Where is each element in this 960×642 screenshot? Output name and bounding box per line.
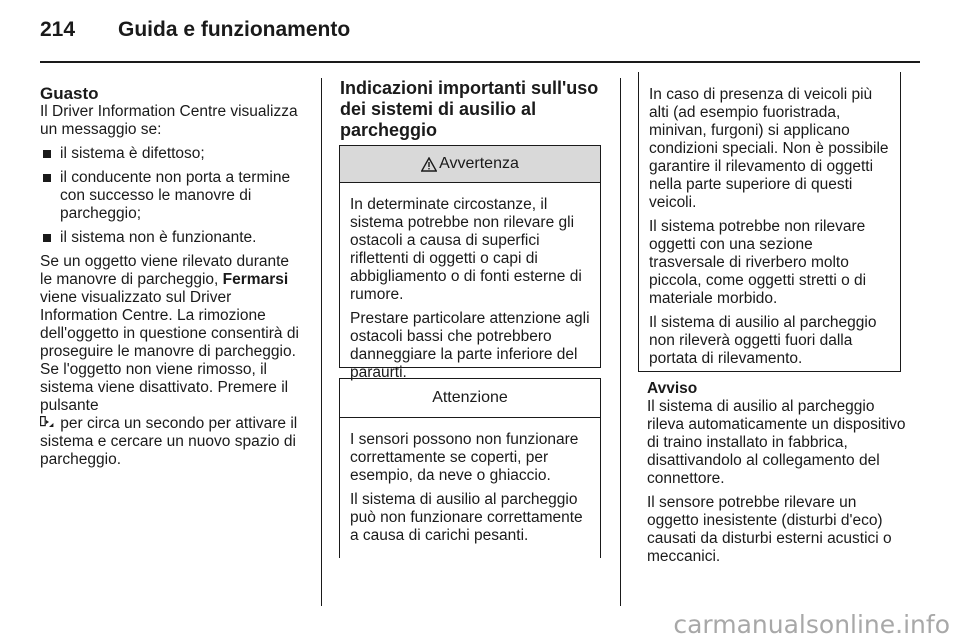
caution-box-body [340,418,600,545]
continued-paragraph: In caso di presenza di veicoli più alti (ad esempio fuoristrada, minivan, furgoni) si applicano condizioni speciali. Non è possibile garantire il rilevamento di oggetti nella parte superiore di questi veicoli. [649,86,889,211]
header-rule [40,61,920,63]
caution-paragraph: I sensori possono non funzionare correttamente se coperti, per esempio, da neve o ghiaccio. [350,431,579,484]
continued-paragraph: Il sistema potrebbe non rilevare oggetti con una sezione trasversale di riverbero molto piccola, come oggetti stretti o di materiale morbido. [649,218,867,307]
warning-title: Avvertenza [439,155,519,172]
important-notes-heading: Indicazioni importanti sull'uso dei sistemi di ausilio al parcheggio [340,78,599,140]
caution-paragraph: Il sistema di ausilio al parcheggio può non funzionare correttamente a causa di carichi pesanti. [350,491,583,544]
warning-box-header [340,146,600,183]
caution-box [339,378,601,558]
guasto-paragraph: Se un oggetto viene rilevato durante le manovre di parcheggio, Fermarsi viene visualizzato sul Driver Information Centre. La rimozione dell'oggetto in questione consentirà di proseguire le manovre di parcheggio. Se l'oggetto non viene rimosso, il sistema viene disattivato. Premere il pulsante per circa un secondo per attivare il sistema e cercare un nuovo spazio di parcheggio. [40,253,299,468]
continued-warning-box [638,72,901,372]
column-1 [40,84,305,475]
column-divider-2 [620,78,621,606]
section-title: Guida e funzionamento [118,18,351,41]
note-section [647,380,907,572]
bullet-square-icon [43,234,51,242]
warning-box [339,145,601,381]
fermarsi-label: Fermarsi [222,271,289,288]
warning-paragraph: Prestare particolare attenzione agli ostacoli bassi che potrebbero danneggiare la parte inferiore del paraurti. [350,310,590,381]
watermark: carmanualsonline.info [673,610,950,639]
continued-paragraph: Il sistema di ausilio al parcheggio non rileverà oggetti fuori dalla portata di rilevamento. [649,314,877,367]
list-item: il sistema è difettoso; [40,145,305,163]
column-divider-1 [321,78,322,606]
list-item: il conducente non porta a termine con successo le manovre di parcheggio; [40,169,305,223]
column-2 [340,78,602,141]
warning-paragraph: In determinate circostanze, il sistema potrebbe non rilevare gli ostacoli a causa di superfici riflettenti di oggetti o capi di abbigliamento o di fonti esterne di rumore. [350,196,582,303]
list-item: il sistema non è funzionante. [40,229,305,247]
page-header [40,16,920,56]
guasto-intro: Il Driver Information Centre visualizza un messaggio se: [40,103,298,138]
warning-triangle-icon [421,157,437,172]
guasto-bullet-list [40,145,305,247]
caution-title: Attenzione [432,389,508,406]
bullet-square-icon [43,174,51,182]
note-paragraph: Il sensore potrebbe rilevare un oggetto inesistente (disturbi d'eco) causati da disturbi esterni acustici o meccanici. [647,494,892,565]
warning-box-body [340,183,600,382]
caution-box-header [340,379,600,418]
note-heading: Avviso [647,380,698,397]
guasto-heading: Guasto [40,84,99,103]
bullet-square-icon [43,150,51,158]
continued-warning-body [639,72,900,368]
parking-assist-icon [40,416,54,429]
note-paragraph: Il sistema di ausilio al parcheggio rileva automaticamente un dispositivo di traino installato in fabbrica, disattivandolo al collegamento del connettore. [647,398,906,487]
page-number: 214 [40,18,76,41]
